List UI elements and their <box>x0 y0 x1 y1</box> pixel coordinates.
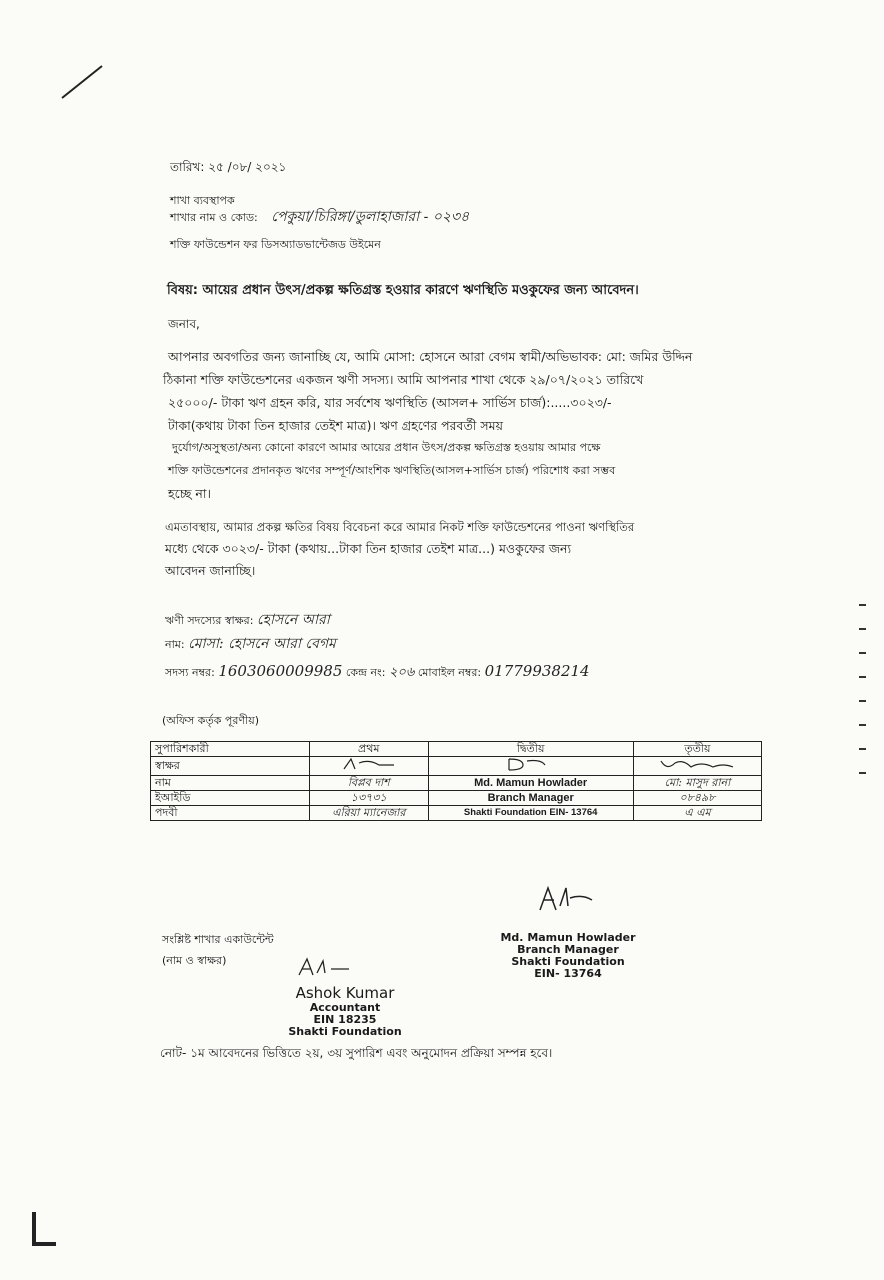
table-header-cell: তৃতীয় <box>633 742 761 757</box>
member-name-line <box>165 636 336 653</box>
body-line-8: এমতাবস্থায়, আমার প্রকল্প ক্ষতির বিষয় বিবেচনা করে আমার নিকট শক্তি ফাউন্ডেশনের পাওনা ঋণস্থিতির <box>165 520 635 534</box>
member-no-label: সদস্য নম্বর: <box>165 666 215 679</box>
manager-title: Branch Manager <box>517 943 619 956</box>
body-line-6: শক্তি ফাউন্ডেশনের প্রদানকৃত ঋণের সম্পূর্ণ/আংশিক ঋণস্থিতি(আসল+সার্ভিস চার্জ) পরিশোধ করা সম্ভব <box>168 464 616 477</box>
accountant-label-1: সংশ্লিষ্ট শাখার একাউন্টেন্ট <box>162 933 274 946</box>
manager-name: Md. Mamun Howlader <box>500 931 636 944</box>
signature-scribble <box>339 757 399 771</box>
manager-ein: EIN- 13764 <box>534 967 602 980</box>
body-line-4: টাকা(কথায় টাকা তিন হাজার তেইশ মাত্র)। ঋণ গ্রহণের পরবর্তী সময় <box>168 418 503 433</box>
table-cell: এরিয়া ম্যানেজার <box>310 806 429 821</box>
table-cell: এ এম <box>633 806 761 821</box>
accountant-stamp <box>280 985 410 1038</box>
center-label: কেন্দ্র নং: <box>345 666 386 679</box>
margin-mark <box>859 724 866 726</box>
accountant-name: Ashok Kumar <box>295 984 395 1002</box>
manager-stamp <box>488 932 648 980</box>
member-no-value: 1603060009985 <box>218 662 343 680</box>
accountant-org: Shakti Foundation <box>288 1025 402 1038</box>
subject-line: বিষয়: আয়ের প্রধান উৎস/প্রকল্প ক্ষতিগ্রস্ত হওয়ার কারণে ঋণস্থিতি মওকুফের জন্য আবেদন। <box>167 283 639 298</box>
margin-mark <box>859 652 866 654</box>
table-cell: Branch Manager <box>428 791 633 806</box>
table-cell: ১৩৭৩১ <box>310 791 429 806</box>
member-id-line <box>165 663 590 681</box>
branch-name-label: শাখার নাম ও কোড: <box>170 211 258 224</box>
table-cell: বিপ্লব দাশ <box>310 776 429 791</box>
manager-signature <box>536 884 596 914</box>
pen-stroke <box>60 64 104 100</box>
table-row <box>151 806 762 821</box>
table-row <box>151 776 762 791</box>
body-line-5: দুর্যোগ/অসুস্থতা/অন্য কোনো কারণে আমার আয়ের প্রধান উৎস/প্রকল্প ক্ষতিগ্রস্ত হওয়ায় আমার পক্ষে <box>172 441 601 454</box>
accountant-title: Accountant <box>309 1001 381 1014</box>
salutation: জনাব, <box>168 317 200 331</box>
row-label: নাম <box>151 776 310 791</box>
member-sign-label: ঋণী সদস্যের স্বাক্ষর: <box>165 614 254 627</box>
signature-cell <box>633 757 761 776</box>
margin-mark <box>859 772 866 774</box>
date-line: তারিখ: ২৫ /০৮/ ২০২১ <box>170 160 287 174</box>
signature-scribble <box>501 757 561 771</box>
signature-cell <box>428 757 633 776</box>
row-label: স্বাক্ষর <box>151 757 310 776</box>
body-line-9: মধ্যে থেকে ৩০২৩/- টাকা (কথায়...টাকা তিন হাজার তেইশ মাত্র...) মওকুফের জন্য <box>165 541 572 556</box>
margin-mark <box>859 700 866 702</box>
corner-mark <box>30 1210 60 1250</box>
footer-note: নোট- ১ম আবেদনের ভিত্তিতে ২য়, ৩য় সুপারিশ এবং অনুমোদন প্রক্রিয়া সম্পন্ন হবে। <box>160 1046 553 1060</box>
row-label: পদবী <box>151 806 310 821</box>
office-caption: (অফিস কর্তৃক পূরণীয়) <box>162 714 259 727</box>
member-name-label: নাম: <box>165 638 185 651</box>
table-cell: Md. Mamun Howlader <box>428 776 633 791</box>
margin-mark <box>859 676 866 678</box>
table-header-row <box>151 742 762 757</box>
body-line-10: আবেদন জানাচ্ছি। <box>165 563 256 578</box>
signature-cell <box>310 757 429 776</box>
table-row <box>151 757 762 776</box>
accountant-label-2: (নাম ও স্বাক্ষর) <box>162 954 227 967</box>
branch-name-line <box>170 209 469 226</box>
body-line-7: হচ্ছে না। <box>168 486 211 501</box>
table-header-cell: সুপারিশকারী <box>151 742 310 757</box>
table-cell: ০৮৪৯৮ <box>633 791 761 806</box>
table-header-cell: প্রথম <box>310 742 429 757</box>
margin-mark <box>859 748 866 750</box>
mobile-value: 01779938214 <box>484 662 590 680</box>
approval-table <box>150 741 762 821</box>
member-name-value: মোসা: হোসনে আরা বেগম <box>188 636 336 652</box>
table-cell: মো: মাসুদ রানা <box>633 776 761 791</box>
accountant-ein: EIN 18235 <box>313 1013 377 1026</box>
member-sign-line <box>165 612 330 629</box>
margin-mark <box>859 604 866 606</box>
row-label: ইআইডি <box>151 791 310 806</box>
member-signature: হোসনে আরা <box>256 612 330 628</box>
mobile-label: মোবাইল নম্বর: <box>417 666 482 679</box>
signature-scribble <box>657 757 737 771</box>
body-line-3: ২৫০০০/- টাকা ঋণ গ্রহন করি, যার সর্বশেষ ঋণস্থিতি (আসল+ সার্ভিস চার্জ):.....৩০২৩/- <box>168 395 612 410</box>
branch-manager-label: শাখা ব্যবস্থাপক <box>170 194 235 207</box>
table-cell: Shakti Foundation EIN- 13764 <box>428 806 633 821</box>
center-value: ২০৬ <box>388 665 415 680</box>
table-header-cell: দ্বিতীয় <box>428 742 633 757</box>
foundation-name: শক্তি ফাউন্ডেশন ফর ডিসঅ্যাডভান্টেজড উইমেন <box>170 238 381 251</box>
accountant-signature <box>295 955 355 979</box>
table-row <box>151 791 762 806</box>
body-line-1: আপনার অবগতির জন্য জানাচ্ছি যে, আমি মোসা: হোসনে আরা বেগম স্বামী/অভিভাবক: মো: জমির উদ্দিন <box>168 349 693 364</box>
margin-mark <box>859 628 866 630</box>
manager-org: Shakti Foundation <box>511 955 625 968</box>
branch-name-value: পেকুয়া/চিরিঙ্গা/ডুলাহাজারা - ০২৩৪ <box>271 209 470 225</box>
body-line-2: ঠিকানা শক্তি ফাউন্ডেশনের একজন ঋণী সদস্য। আমি আপনার শাখা থেকে ২৯/০৭/২০২১ তারিখে <box>163 372 644 387</box>
